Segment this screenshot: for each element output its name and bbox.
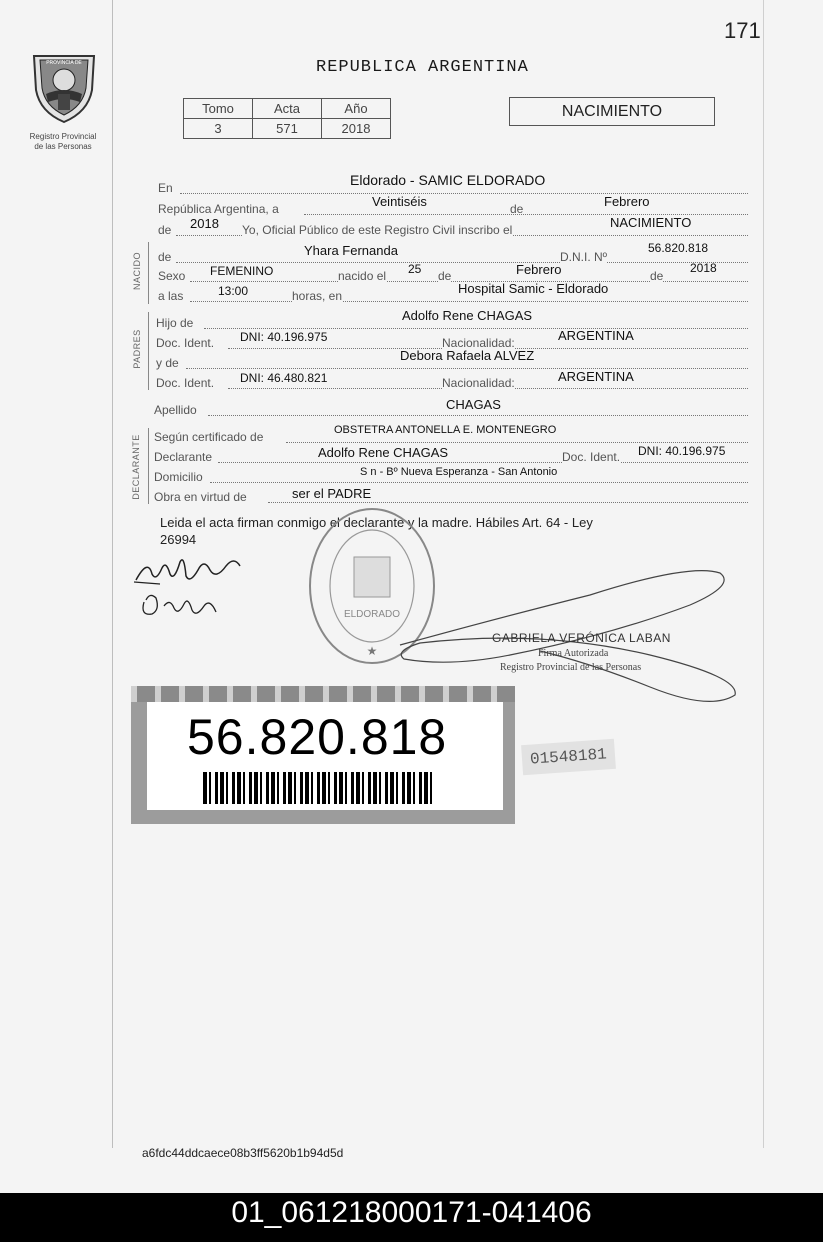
table-cell: 2018 — [322, 119, 391, 139]
footer-identifier: 01_061218000171-041406 — [231, 1196, 592, 1229]
sticker-serial: 01548181 — [521, 739, 616, 775]
obra-value: ser el PADRE — [292, 486, 372, 501]
record-table — [183, 98, 391, 139]
alas-label: a las — [158, 289, 184, 303]
dotted-line — [176, 262, 748, 263]
segun-label: Según certificado de — [154, 430, 264, 444]
de-label: de — [650, 269, 664, 283]
birth-day: 25 — [408, 262, 422, 276]
svg-text:★: ★ — [366, 644, 378, 658]
barcode — [203, 772, 435, 804]
table-header: Tomo — [184, 99, 253, 119]
mother-nationality: ARGENTINA — [558, 369, 634, 384]
en-label: En — [158, 181, 173, 195]
certificado-value: OBSTETRA ANTONELLA E. MONTENEGRO — [334, 424, 557, 436]
dotted-line — [218, 462, 748, 463]
official-office: Registro Provincial de las Personas — [500, 662, 642, 673]
child-dni: 56.820.818 — [648, 241, 709, 255]
declarante-doc: DNI: 40.196.975 — [638, 444, 726, 458]
mother-doc: DNI: 46.480.821 — [240, 371, 328, 385]
sexo-value: FEMENINO — [210, 264, 274, 278]
birth-time: 13:00 — [218, 284, 249, 298]
month-value: Febrero — [604, 194, 650, 209]
svg-text:PROVINCIA DE: PROVINCIA DE — [46, 60, 82, 66]
dotted-line — [210, 482, 748, 483]
side-label-nacido: NACIDO — [132, 252, 142, 291]
yde-label: y de — [156, 356, 179, 370]
provincial-seal-logo — [26, 50, 102, 124]
de-label: de — [158, 250, 172, 264]
father-nationality: ARGENTINA — [558, 328, 634, 343]
logo-caption: Registro Provincial de las Personas — [29, 132, 97, 151]
doc-label: Doc. Ident. — [156, 336, 215, 350]
dotted-line — [208, 415, 748, 416]
dni-number: 56.820.818 — [187, 709, 448, 765]
dotted-line — [180, 193, 748, 194]
oficial-text: Yo, Oficial Público de este Registro Civil inscribo el — [242, 223, 513, 237]
document-title: REPUBLICA ARGENTINA — [316, 58, 529, 77]
doc-label: Doc. Ident. — [562, 450, 621, 464]
dni-sticker — [131, 686, 515, 824]
mother-name: Debora Rafaela ALVEZ — [400, 348, 535, 363]
apellido-label: Apellido — [154, 403, 197, 417]
document-hash: a6fdc44ddcaece08b3ff5620b1b94d5d — [142, 1146, 344, 1160]
closing-line: 26994 — [160, 532, 197, 547]
horas-label: horas, en — [292, 289, 343, 303]
table-header: Acta — [253, 99, 322, 119]
sexo-label: Sexo — [158, 269, 186, 283]
table-cell: 571 — [253, 119, 322, 139]
nacionalidad-label: Nacionalidad: — [442, 336, 515, 350]
father-doc: DNI: 40.196.975 — [240, 330, 328, 344]
day-value: Veintiséis — [372, 194, 427, 209]
declarant-signature — [130, 552, 250, 626]
place-value: Eldorado - SAMIC ELDORADO — [350, 172, 546, 188]
father-name: Adolfo Rene CHAGAS — [402, 308, 533, 323]
dotted-line — [186, 368, 748, 369]
child-name: Yhara Fernanda — [304, 243, 398, 258]
declarante-name: Adolfo Rene CHAGAS — [318, 445, 449, 460]
page-number: 171 — [724, 18, 761, 43]
birth-year: 2018 — [690, 261, 717, 275]
inscribo-value: NACIMIENTO — [610, 215, 692, 230]
sticker-pattern — [131, 686, 515, 702]
obra-label: Obra en virtud de — [154, 490, 247, 504]
svg-text:ELDORADO: ELDORADO — [343, 609, 401, 620]
side-label-declarante: DECLARANTE — [131, 434, 141, 500]
birth-place: Hospital Samic - Eldorado — [458, 281, 609, 296]
hijo-label: Hijo de — [156, 316, 194, 330]
nacido-label: nacido el — [338, 269, 387, 283]
year-value: 2018 — [190, 216, 219, 231]
declarante-label: Declarante — [154, 450, 213, 464]
dotted-line — [190, 301, 748, 302]
closing-line: Leida el acta firman conmigo el declarante y la madre. Hábiles Art. 64 - Ley — [160, 515, 593, 530]
official-role: Firma Autorizada — [538, 648, 609, 659]
official-name: GABRIELA VERÓNICA LABAN — [492, 631, 671, 645]
dotted-line — [268, 502, 748, 503]
apellido-value: CHAGAS — [446, 397, 501, 412]
de-label: de — [510, 202, 524, 216]
republica-label: República Argentina, a — [158, 202, 279, 216]
domicilio-label: Domicilio — [154, 470, 203, 484]
domicilio-value: S n - Bº Nueva Esperanza - San Antonio — [360, 466, 558, 478]
dotted-line — [286, 442, 748, 443]
birth-month: Febrero — [516, 262, 562, 277]
table-header: Año — [322, 99, 391, 119]
record-type-box: NACIMIENTO — [509, 97, 715, 126]
dni-label: D.N.I. Nº — [560, 250, 608, 264]
sticker-label — [147, 702, 503, 810]
de-label: de — [438, 269, 452, 283]
side-label-padres: PADRES — [132, 329, 142, 369]
de-label: de — [158, 223, 172, 237]
doc-label: Doc. Ident. — [156, 376, 215, 390]
table-cell: 3 — [184, 119, 253, 139]
nacionalidad-label: Nacionalidad: — [442, 376, 515, 390]
dotted-line — [204, 328, 748, 329]
